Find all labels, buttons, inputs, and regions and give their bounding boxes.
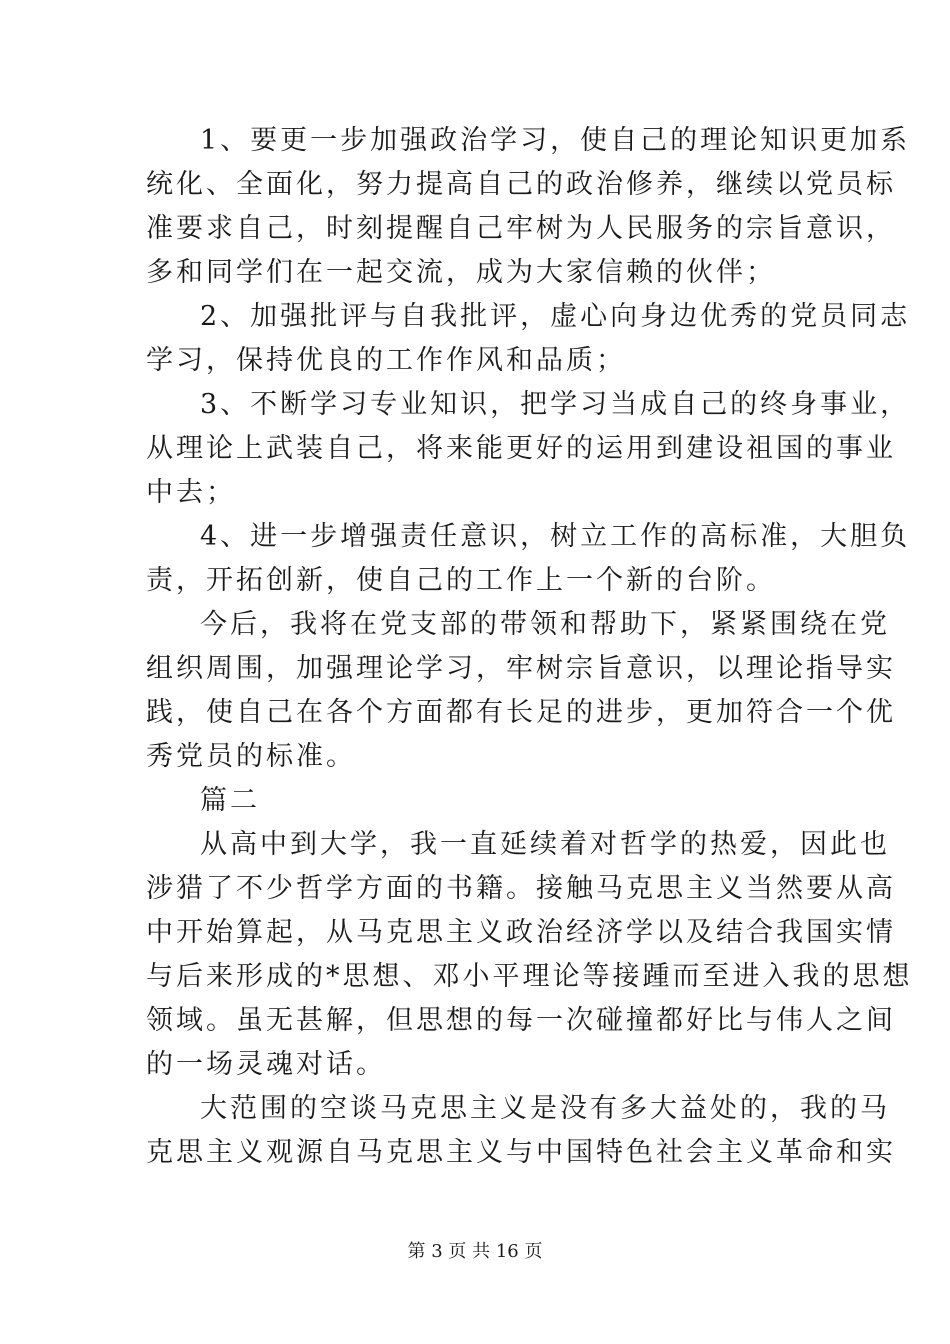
paragraph-line: 与后来形成的*思想、邓小平理论等接踵而至进入我的思想 xyxy=(146,961,913,992)
paragraph-line: 3、不断学习专业知识，把学习当成自己的终身事业， xyxy=(200,389,911,420)
paragraph-line: 统化、全面化，努力提高自己的政治修养，继续以党员标 xyxy=(146,169,896,200)
paragraph-line: 涉猎了不少哲学方面的书籍。接触马克思主义当然要从高 xyxy=(146,873,896,904)
paragraph-line: 4、进一步增强责任意识，树立工作的高标准，大胆负 xyxy=(200,521,911,552)
paragraph-line: 克思主义观源自马克思主义与中国特色社会主义革命和实 xyxy=(146,1137,896,1168)
paragraph-line: 中开始算起，从马克思主义政治经济学以及结合我国实情 xyxy=(146,917,896,948)
paragraph-line: 从理论上武装自己，将来能更好的运用到建设祖国的事业 xyxy=(146,433,896,464)
paragraph-line: 组织周围，加强理论学习，牢树宗旨意识，以理论指导实 xyxy=(146,653,896,684)
paragraph-line: 大范围的空谈马克思主义是没有多大益处的，我的马 xyxy=(200,1093,890,1124)
paragraph-line: 践，使自己在各个方面都有长足的进步，更加符合一个优 xyxy=(146,697,896,728)
paragraph-line: 责，开拓创新，使自己的工作上一个新的台阶。 xyxy=(146,565,776,596)
paragraph-line: 今后，我将在党支部的带领和帮助下，紧紧围绕在党 xyxy=(200,609,890,640)
paragraph-line: 2、加强批评与自我批评，虚心向身边优秀的党员同志 xyxy=(200,301,911,332)
paragraph-line: 学习，保持优良的工作作风和品质； xyxy=(146,345,626,376)
paragraph-line: 秀党员的标准。 xyxy=(146,741,356,772)
paragraph-line: 领域。虽无甚解，但思想的每一次碰撞都好比与伟人之间 xyxy=(146,1005,896,1036)
section-heading: 篇二 xyxy=(200,785,260,816)
paragraph-line: 从高中到大学，我一直延续着对哲学的热爱，因此也 xyxy=(200,829,890,860)
paragraph-line: 1、要更一步加强政治学习，使自己的理论知识更加系 xyxy=(200,125,911,156)
page-number-footer: 第 3 页 共 16 页 xyxy=(407,1241,543,1262)
paragraph-line: 的一场灵魂对话。 xyxy=(146,1049,386,1080)
paragraph-line: 多和同学们在一起交流，成为大家信赖的伙伴； xyxy=(146,257,776,288)
paragraph-line: 中去； xyxy=(146,477,236,508)
paragraph-line: 准要求自己，时刻提醒自己牢树为人民服务的宗旨意识， xyxy=(146,213,896,244)
